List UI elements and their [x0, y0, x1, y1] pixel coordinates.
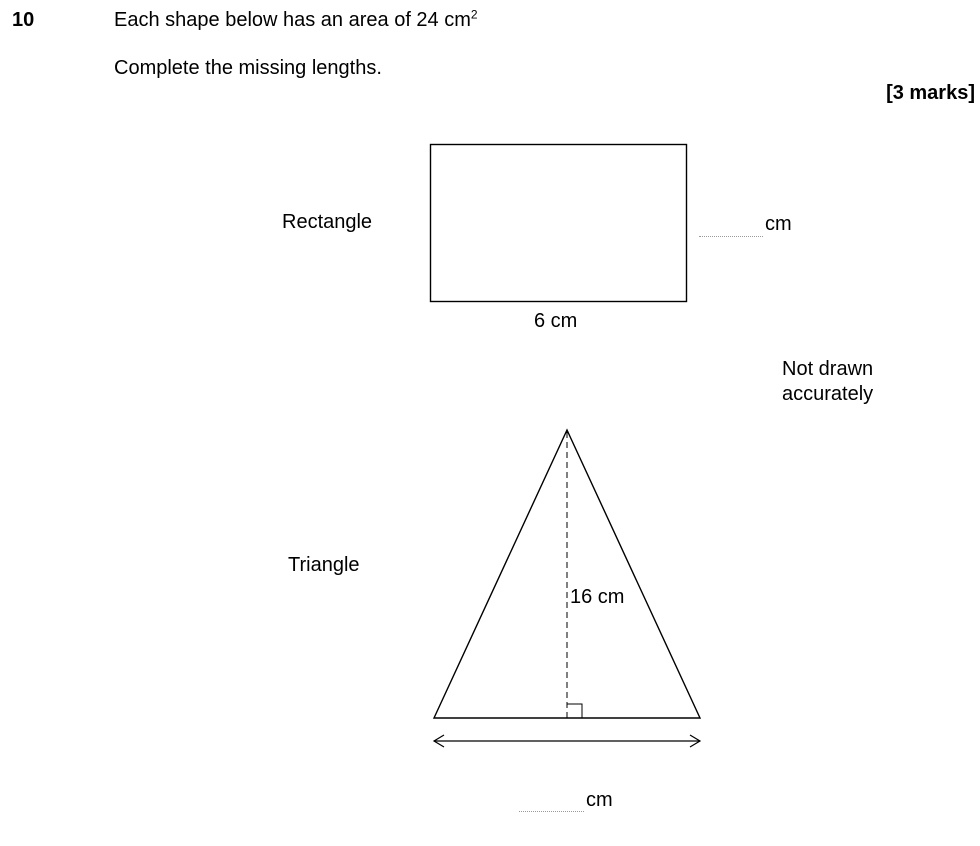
area-unit-superscript: 2	[470, 7, 478, 22]
triangle-label: Triangle	[288, 554, 360, 576]
rectangle-height-answer-blank[interactable]	[699, 236, 763, 237]
note-line-2: accurately	[782, 383, 874, 405]
rectangle-shape	[431, 145, 687, 302]
marks-label: [3 marks]	[886, 82, 975, 104]
not-drawn-accurately-note	[782, 357, 922, 407]
triangle-height-label: 16 cm	[570, 586, 625, 608]
triangle-base-answer-blank[interactable]	[519, 811, 584, 812]
rectangle-width-label: 6 cm	[534, 310, 578, 332]
rectangle-height-unit: cm	[765, 213, 792, 235]
right-angle-marker	[567, 704, 582, 718]
triangle-base-unit: cm	[586, 789, 613, 811]
question-instruction: Complete the missing lengths.	[114, 57, 382, 79]
rectangle-label: Rectangle	[282, 211, 373, 233]
base-double-arrow	[434, 735, 700, 747]
question-number: 10	[12, 9, 35, 31]
question-intro-text: Each shape below has an area of 24 cm	[114, 9, 471, 31]
note-line-1: Not drawn	[782, 358, 874, 380]
